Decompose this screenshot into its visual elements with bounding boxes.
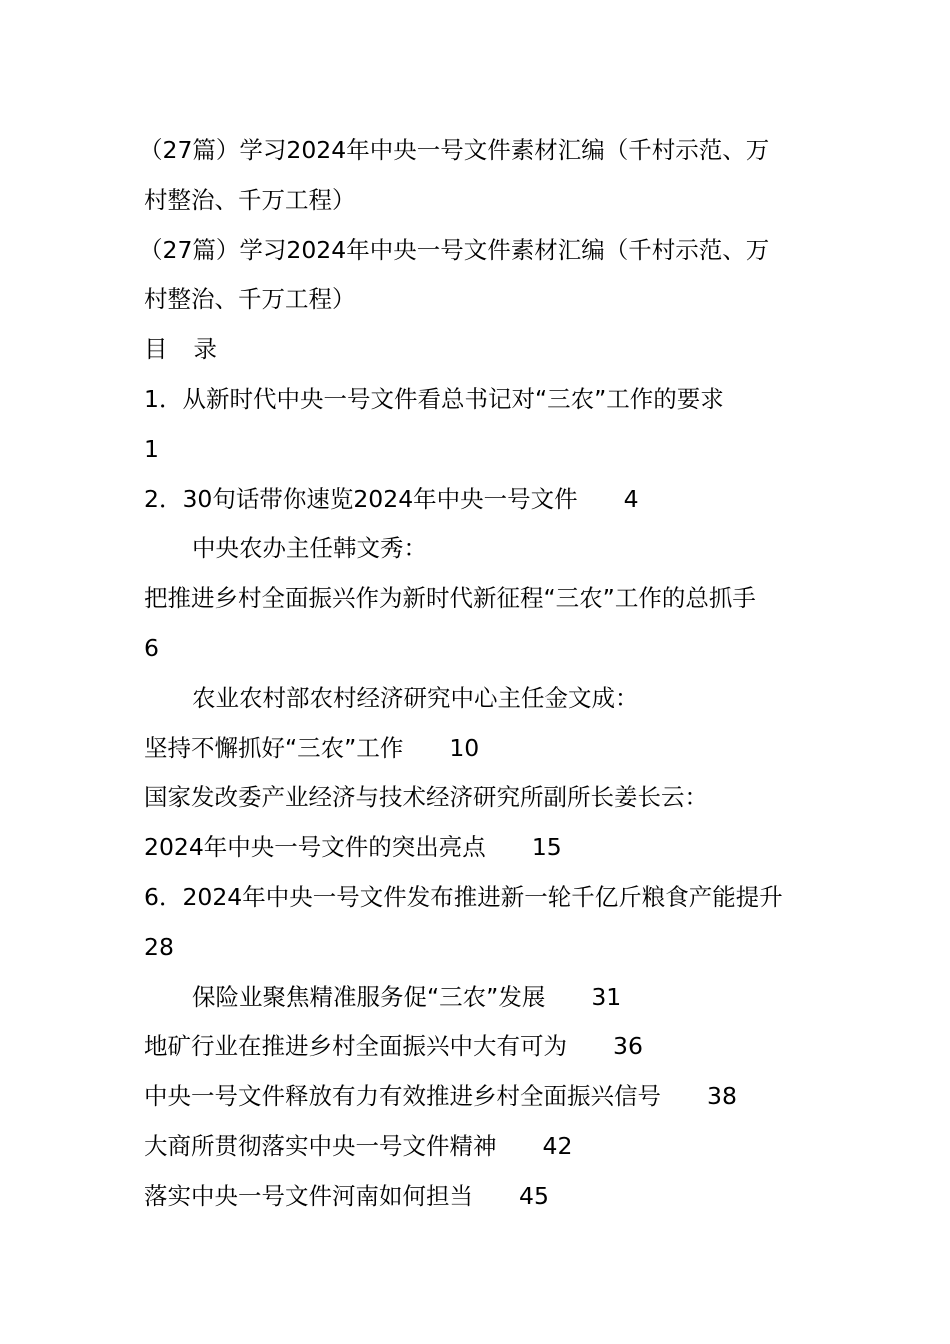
toc-entry[interactable] <box>144 1122 812 1172</box>
toc-entry-speaker: 国家发改委产业经济与技术经济研究所副所长姜长云： <box>144 783 708 812</box>
toc-entry-text: 中央一号文件释放有力有效推进乡村全面振兴信号 <box>144 1082 661 1111</box>
toc-entry[interactable]: 6．2024年中央一号文件发布推进新一轮千亿斤粮食产能提升 <box>144 882 783 911</box>
document-title-line: 村整治、千万工程） <box>144 185 356 214</box>
toc-page-number: 36 <box>613 1032 643 1061</box>
toc-entry-speaker: 农业农村部农村经济研究中心主任金文成： <box>192 683 639 712</box>
toc-page-number: 4 <box>623 484 639 513</box>
toc-entry-text: 坚持不懈抓好“三农”工作 <box>144 733 404 762</box>
toc-entry[interactable] <box>144 1072 812 1122</box>
toc-page-number: 6 <box>144 633 159 662</box>
document-page <box>139 126 812 1222</box>
toc-page-number: 10 <box>449 733 480 762</box>
toc-entry-text: 2．30句话带你速览2024年中央一号文件 <box>144 484 578 513</box>
toc-heading <box>144 325 812 375</box>
toc-page-number: 1 <box>144 434 159 463</box>
document-title-line: （27篇）学习2024年中央一号文件素材汇编（千村示范、万 <box>139 235 770 264</box>
toc-entry[interactable] <box>144 973 812 1023</box>
toc-entry[interactable] <box>144 823 812 873</box>
toc-page-number: 38 <box>707 1082 737 1111</box>
toc-entry-text: 大商所贯彻落实中央一号文件精神 <box>144 1131 497 1160</box>
document-title-line: 村整治、千万工程） <box>144 285 356 314</box>
toc-entry[interactable] <box>144 475 812 525</box>
toc-entry[interactable] <box>144 1172 812 1222</box>
toc-entry-text: 落实中央一号文件河南如何担当 <box>144 1181 473 1210</box>
toc-page-number: 42 <box>542 1131 573 1160</box>
toc-entry-speaker: 中央农办主任韩文秀： <box>192 534 427 563</box>
toc-entry[interactable]: 把推进乡村全面振兴作为新时代新征程“三农”工作的总抓手 <box>144 584 756 613</box>
document-title-line: （27篇）学习2024年中央一号文件素材汇编（千村示范、万 <box>139 136 770 164</box>
toc-page-number: 28 <box>144 932 174 961</box>
toc-page-number: 45 <box>519 1181 549 1210</box>
toc-page-number: 15 <box>531 833 562 862</box>
toc-entry[interactable] <box>144 724 812 774</box>
toc-entry-text: 保险业聚焦精准服务促“三农”发展 <box>192 982 546 1011</box>
toc-entry-text: 地矿行业在推进乡村全面振兴中大有可为 <box>144 1032 567 1061</box>
toc-heading-char: 录 <box>193 335 217 364</box>
toc-entry[interactable] <box>144 1022 812 1072</box>
toc-entry-text: 2024年中央一号文件的突出亮点 <box>144 833 486 862</box>
toc-heading-char: 目 <box>144 335 168 364</box>
toc-entry[interactable]: 1．从新时代中央一号文件看总书记对“三农”工作的要求 <box>144 384 724 413</box>
toc-page-number: 31 <box>591 982 622 1011</box>
